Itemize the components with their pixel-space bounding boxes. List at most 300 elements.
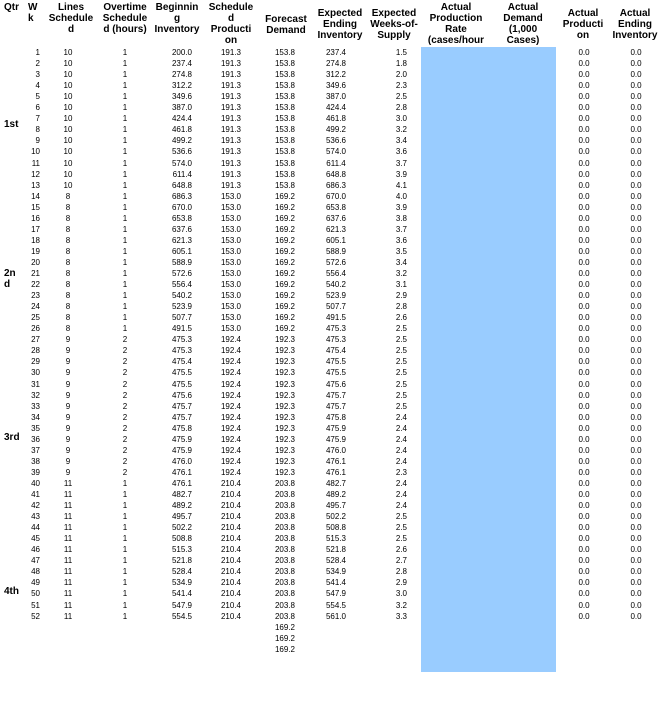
overtime-cell[interactable]: 1	[122, 59, 128, 69]
actual-ending-inventory-cell[interactable]: 0.0	[630, 467, 642, 477]
week-cell[interactable]: 25	[31, 313, 40, 323]
lines-cell[interactable]: 11	[63, 578, 73, 588]
scheduled-production-cell[interactable]: 191.3	[220, 147, 241, 157]
weeks-of-supply-cell[interactable]: 2.5	[395, 512, 407, 522]
week-cell[interactable]: 12	[31, 169, 40, 179]
scheduled-production-cell[interactable]: 210.4	[220, 490, 241, 499]
lines-cell[interactable]: 8	[65, 291, 71, 301]
week-cell[interactable]: 49	[31, 578, 40, 588]
forecast-demand-cell[interactable]: 153.8	[274, 59, 296, 69]
overtime-cell[interactable]: 2	[122, 346, 128, 356]
overtime-cell[interactable]: 1	[122, 269, 128, 278]
expected-ending-inventory-cell[interactable]: 528.4	[325, 556, 347, 566]
actual-ending-inventory-cell[interactable]: 0.0	[630, 567, 642, 577]
actual-production-cell[interactable]: 0.0	[578, 246, 590, 256]
overtime-cell[interactable]: 1	[122, 291, 128, 301]
overtime-cell[interactable]: 1	[122, 280, 128, 290]
scheduled-production-cell[interactable]: 191.3	[220, 59, 241, 69]
actual-production-cell[interactable]: 0.0	[578, 335, 590, 345]
expected-ending-inventory-cell[interactable]: 349.6	[325, 81, 347, 91]
scheduled-production-cell[interactable]: 153.0	[220, 202, 241, 212]
week-cell[interactable]: 19	[31, 246, 40, 256]
expected-ending-inventory-cell[interactable]: 274.8	[325, 59, 347, 69]
actual-production-cell[interactable]: 0.0	[578, 70, 590, 80]
header-actual-demand[interactable]: Actual Demand (1,000 Cases)	[503, 2, 543, 46]
weeks-of-supply-cell[interactable]: 2.4	[395, 501, 407, 511]
beginning-inventory-cell[interactable]: 476.1	[171, 467, 192, 477]
expected-ending-inventory-cell[interactable]: 536.6	[325, 136, 347, 146]
week-cell[interactable]: 3	[35, 70, 40, 80]
expected-ending-inventory-cell[interactable]: 523.9	[325, 291, 347, 301]
week-cell[interactable]: 32	[31, 390, 40, 400]
expected-ending-inventory-cell[interactable]: 508.8	[325, 523, 347, 533]
actual-production-cell[interactable]: 0.0	[578, 412, 590, 422]
scheduled-production-cell[interactable]: 191.3	[220, 114, 241, 124]
actual-ending-inventory-cell[interactable]: 0.0	[630, 368, 642, 378]
weeks-of-supply-cell[interactable]: 3.0	[395, 114, 407, 124]
scheduled-production-cell[interactable]: 210.4	[220, 567, 241, 577]
actual-ending-inventory-cell[interactable]: 0.0	[630, 456, 642, 466]
lines-cell[interactable]: 10	[63, 147, 73, 157]
overtime-cell[interactable]: 2	[122, 412, 128, 422]
lines-cell[interactable]: 8	[65, 235, 71, 245]
lines-cell[interactable]: 9	[65, 335, 71, 345]
week-cell[interactable]: 1	[35, 48, 40, 57]
actual-production-cell[interactable]: 0.0	[578, 501, 590, 511]
scheduled-production-cell[interactable]: 153.0	[220, 269, 241, 278]
actual-ending-inventory-cell[interactable]: 0.0	[630, 346, 642, 356]
expected-ending-inventory-cell[interactable]: 588.9	[325, 246, 347, 256]
overtime-cell[interactable]: 1	[122, 92, 128, 102]
lines-cell[interactable]: 8	[65, 324, 71, 334]
lines-cell[interactable]: 10	[63, 114, 73, 124]
lines-cell[interactable]: 8	[65, 224, 71, 234]
actual-production-cell[interactable]: 0.0	[578, 92, 590, 102]
lines-cell[interactable]: 9	[65, 401, 71, 411]
week-cell[interactable]: 39	[31, 467, 40, 477]
weeks-of-supply-cell[interactable]: 2.8	[395, 302, 407, 312]
actual-ending-inventory-cell[interactable]: 0.0	[630, 191, 642, 201]
expected-ending-inventory-cell[interactable]: 387.0	[325, 92, 347, 102]
expected-ending-inventory-cell[interactable]: 475.5	[325, 357, 347, 367]
week-cell[interactable]: 29	[31, 357, 40, 367]
expected-ending-inventory-cell[interactable]: 475.3	[325, 335, 347, 345]
scheduled-production-cell[interactable]: 192.4	[220, 423, 241, 433]
overtime-cell[interactable]: 1	[122, 169, 128, 179]
weeks-of-supply-cell[interactable]: 3.3	[395, 611, 407, 621]
actual-production-cell[interactable]: 0.0	[578, 478, 590, 488]
forecast-demand-cell[interactable]: 169.2	[274, 224, 296, 234]
overtime-cell[interactable]: 1	[122, 136, 128, 146]
scheduled-production-cell[interactable]: 153.0	[220, 213, 241, 223]
actual-ending-inventory-cell[interactable]: 0.0	[630, 534, 642, 544]
weeks-of-supply-cell[interactable]: 2.8	[395, 567, 407, 577]
weeks-of-supply-cell[interactable]: 2.8	[395, 103, 407, 113]
actual-production-cell[interactable]: 0.0	[578, 534, 590, 544]
overtime-cell[interactable]: 1	[122, 490, 128, 499]
lines-cell[interactable]: 10	[63, 103, 73, 113]
week-cell[interactable]: 35	[31, 423, 40, 433]
scheduled-production-cell[interactable]: 192.4	[220, 467, 241, 477]
overtime-cell[interactable]: 1	[122, 81, 128, 91]
expected-ending-inventory-cell[interactable]: 515.3	[325, 534, 347, 544]
beginning-inventory-cell[interactable]: 534.9	[171, 578, 192, 588]
overtime-cell[interactable]: 2	[122, 335, 128, 345]
overtime-cell[interactable]: 1	[122, 589, 128, 599]
scheduled-production-cell[interactable]: 153.0	[220, 257, 241, 267]
beginning-inventory-cell[interactable]: 499.2	[171, 136, 192, 146]
expected-ending-inventory-cell[interactable]: 547.9	[325, 589, 347, 599]
expected-ending-inventory-cell[interactable]: 521.8	[325, 545, 347, 555]
expected-ending-inventory-cell[interactable]: 475.9	[325, 423, 347, 433]
lines-cell[interactable]: 11	[63, 534, 73, 544]
scheduled-production-cell[interactable]: 153.0	[220, 246, 241, 256]
beginning-inventory-cell[interactable]: 495.7	[171, 512, 192, 522]
expected-ending-inventory-cell[interactable]: 534.9	[325, 567, 347, 577]
forecast-demand-cell[interactable]: 169.2	[274, 644, 296, 654]
expected-ending-inventory-cell[interactable]: 312.2	[325, 70, 347, 80]
weeks-of-supply-cell[interactable]: 2.4	[395, 456, 407, 466]
beginning-inventory-cell[interactable]: 475.7	[171, 401, 192, 411]
weeks-of-supply-cell[interactable]: 2.6	[395, 313, 407, 323]
scheduled-production-cell[interactable]: 210.4	[220, 556, 241, 566]
weeks-of-supply-cell[interactable]: 2.5	[395, 390, 407, 400]
week-cell[interactable]: 48	[31, 567, 40, 577]
actual-ending-inventory-cell[interactable]: 0.0	[630, 589, 642, 599]
actual-production-cell[interactable]: 0.0	[578, 600, 590, 610]
expected-ending-inventory-cell[interactable]: 686.3	[325, 180, 347, 190]
lines-cell[interactable]: 11	[63, 611, 73, 621]
scheduled-production-cell[interactable]: 191.3	[220, 81, 241, 91]
week-cell[interactable]: 22	[31, 280, 40, 290]
beginning-inventory-cell[interactable]: 541.4	[171, 589, 192, 599]
actual-ending-inventory-cell[interactable]: 0.0	[630, 169, 642, 179]
actual-ending-inventory-cell[interactable]: 0.0	[630, 280, 642, 290]
lines-cell[interactable]: 11	[63, 501, 73, 511]
scheduled-production-cell[interactable]: 192.4	[220, 434, 241, 444]
scheduled-production-cell[interactable]: 191.3	[220, 158, 241, 168]
actual-production-cell[interactable]: 0.0	[578, 136, 590, 146]
lines-cell[interactable]: 8	[65, 280, 71, 290]
expected-ending-inventory-cell[interactable]: 502.2	[325, 512, 347, 522]
weeks-of-supply-cell[interactable]: 2.5	[395, 357, 407, 367]
actual-production-cell[interactable]: 0.0	[578, 401, 590, 411]
week-cell[interactable]: 43	[31, 512, 40, 522]
lines-cell[interactable]: 10	[63, 158, 73, 168]
week-cell[interactable]: 28	[31, 346, 40, 356]
actual-production-cell[interactable]: 0.0	[578, 567, 590, 577]
weeks-of-supply-cell[interactable]: 4.1	[395, 180, 407, 190]
forecast-demand-cell[interactable]: 153.8	[274, 92, 296, 102]
weeks-of-supply-cell[interactable]: 2.4	[395, 423, 407, 433]
forecast-demand-cell[interactable]: 192.3	[274, 412, 296, 422]
forecast-demand-cell[interactable]: 203.8	[274, 589, 296, 599]
actual-ending-inventory-cell[interactable]: 0.0	[630, 224, 642, 234]
actual-ending-inventory-cell[interactable]: 0.0	[630, 103, 642, 113]
scheduled-production-cell[interactable]: 192.4	[220, 456, 241, 466]
weeks-of-supply-cell[interactable]: 2.0	[395, 70, 407, 80]
beginning-inventory-cell[interactable]: 648.8	[171, 180, 192, 190]
overtime-cell[interactable]: 2	[122, 467, 128, 477]
beginning-inventory-cell[interactable]: 489.2	[171, 501, 192, 511]
overtime-cell[interactable]: 1	[122, 324, 128, 334]
weeks-of-supply-cell[interactable]: 2.5	[395, 401, 407, 411]
overtime-cell[interactable]: 1	[122, 235, 128, 245]
forecast-demand-cell[interactable]: 192.3	[274, 357, 296, 367]
week-cell[interactable]: 26	[31, 324, 40, 334]
actual-ending-inventory-cell[interactable]: 0.0	[630, 291, 642, 301]
actual-ending-inventory-cell[interactable]: 0.0	[630, 158, 642, 168]
overtime-cell[interactable]: 1	[122, 501, 128, 511]
weeks-of-supply-cell[interactable]: 2.5	[395, 368, 407, 378]
weeks-of-supply-cell[interactable]: 3.1	[395, 280, 407, 290]
expected-ending-inventory-cell[interactable]: 611.4	[326, 158, 346, 168]
actual-production-cell[interactable]: 0.0	[578, 467, 590, 477]
week-cell[interactable]: 15	[31, 202, 40, 212]
actual-production-cell[interactable]: 0.0	[578, 313, 590, 323]
actual-production-cell[interactable]: 0.0	[578, 291, 590, 301]
weeks-of-supply-cell[interactable]: 2.4	[395, 445, 407, 455]
beginning-inventory-cell[interactable]: 536.6	[171, 147, 192, 157]
header-forecast-demand[interactable]: Forecast Demand	[265, 14, 307, 36]
actual-ending-inventory-cell[interactable]: 0.0	[630, 114, 642, 124]
beginning-inventory-cell[interactable]: 482.7	[171, 490, 192, 499]
actual-production-cell[interactable]: 0.0	[578, 346, 590, 356]
expected-ending-inventory-cell[interactable]: 507.7	[325, 302, 347, 312]
header-expected-weeks-of-supply[interactable]: Expected Weeks-of- Supply	[370, 8, 418, 41]
forecast-demand-cell[interactable]: 192.3	[274, 368, 296, 378]
actual-ending-inventory-cell[interactable]: 0.0	[630, 257, 642, 267]
actual-ending-inventory-cell[interactable]: 0.0	[630, 81, 642, 91]
forecast-demand-cell[interactable]: 203.8	[274, 611, 296, 621]
week-cell[interactable]: 52	[31, 611, 40, 621]
expected-ending-inventory-cell[interactable]: 476.1	[325, 456, 347, 466]
forecast-demand-cell[interactable]: 192.3	[274, 335, 296, 345]
weeks-of-supply-cell[interactable]: 3.2	[395, 269, 407, 278]
actual-ending-inventory-cell[interactable]: 0.0	[630, 213, 642, 223]
beginning-inventory-cell[interactable]: 502.2	[171, 523, 192, 533]
week-cell[interactable]: 44	[31, 523, 40, 533]
scheduled-production-cell[interactable]: 191.3	[220, 136, 241, 146]
forecast-demand-cell[interactable]: 153.8	[274, 147, 296, 157]
week-cell[interactable]: 23	[31, 291, 40, 301]
scheduled-production-cell[interactable]: 191.3	[220, 92, 241, 102]
expected-ending-inventory-cell[interactable]: 554.5	[325, 600, 347, 610]
beginning-inventory-cell[interactable]: 476.0	[171, 456, 192, 466]
weeks-of-supply-cell[interactable]: 2.3	[395, 467, 407, 477]
week-cell[interactable]: 46	[31, 545, 40, 555]
scheduled-production-cell[interactable]: 153.0	[220, 224, 241, 234]
lines-cell[interactable]: 10	[63, 169, 73, 179]
scheduled-production-cell[interactable]: 192.4	[220, 357, 241, 367]
lines-cell[interactable]: 10	[63, 59, 73, 69]
beginning-inventory-cell[interactable]: 521.8	[171, 556, 192, 566]
beginning-inventory-cell[interactable]: 475.4	[171, 357, 192, 367]
scheduled-production-cell[interactable]: 153.0	[220, 280, 241, 290]
weeks-of-supply-cell[interactable]: 2.5	[395, 335, 407, 345]
week-cell[interactable]: 4	[35, 81, 40, 91]
actual-production-cell[interactable]: 0.0	[578, 125, 590, 135]
overtime-cell[interactable]: 2	[122, 368, 128, 378]
week-cell[interactable]: 2	[35, 59, 40, 69]
actual-ending-inventory-cell[interactable]: 0.0	[630, 445, 642, 455]
actual-ending-inventory-cell[interactable]: 0.0	[630, 59, 642, 69]
actual-production-cell[interactable]: 0.0	[578, 202, 590, 212]
weeks-of-supply-cell[interactable]: 1.8	[395, 59, 407, 69]
week-cell[interactable]: 42	[31, 501, 40, 511]
weeks-of-supply-cell[interactable]: 2.9	[395, 291, 407, 301]
lines-cell[interactable]: 8	[65, 246, 71, 256]
actual-ending-inventory-cell[interactable]: 0.0	[630, 70, 642, 80]
lines-cell[interactable]: 9	[65, 423, 71, 433]
scheduled-production-cell[interactable]: 210.4	[220, 501, 241, 511]
overtime-cell[interactable]: 1	[122, 523, 128, 533]
actual-production-cell[interactable]: 0.0	[578, 114, 590, 124]
beginning-inventory-cell[interactable]: 686.3	[171, 191, 192, 201]
overtime-cell[interactable]: 1	[122, 125, 128, 135]
week-cell[interactable]: 13	[31, 180, 40, 190]
forecast-demand-cell[interactable]: 169.2	[274, 191, 296, 201]
overtime-cell[interactable]: 1	[122, 313, 128, 323]
lines-cell[interactable]: 9	[65, 379, 71, 389]
actual-ending-inventory-cell[interactable]: 0.0	[630, 412, 642, 422]
actual-production-cell[interactable]: 0.0	[578, 578, 590, 588]
forecast-demand-cell[interactable]: 203.8	[274, 523, 296, 533]
expected-ending-inventory-cell[interactable]: 475.3	[325, 324, 347, 334]
beginning-inventory-cell[interactable]: 312.2	[171, 81, 192, 91]
overtime-cell[interactable]: 1	[122, 600, 128, 610]
header-lines-scheduled[interactable]: Lines Schedule d	[48, 2, 94, 35]
weeks-of-supply-cell[interactable]: 3.2	[395, 600, 407, 610]
weeks-of-supply-cell[interactable]: 2.4	[395, 490, 407, 499]
week-cell[interactable]: 9	[35, 136, 40, 146]
lines-cell[interactable]: 9	[65, 346, 71, 356]
overtime-cell[interactable]: 1	[122, 158, 128, 168]
beginning-inventory-cell[interactable]: 588.9	[171, 257, 192, 267]
beginning-inventory-cell[interactable]: 475.6	[171, 390, 192, 400]
actual-ending-inventory-cell[interactable]: 0.0	[630, 324, 642, 334]
scheduled-production-cell[interactable]: 191.3	[220, 48, 241, 57]
weeks-of-supply-cell[interactable]: 3.9	[395, 169, 407, 179]
actual-production-cell[interactable]: 0.0	[578, 611, 590, 621]
beginning-inventory-cell[interactable]: 611.4	[172, 169, 192, 179]
beginning-inventory-cell[interactable]: 528.4	[171, 567, 192, 577]
overtime-cell[interactable]: 2	[122, 357, 128, 367]
actual-ending-inventory-cell[interactable]: 0.0	[630, 48, 642, 57]
week-cell[interactable]: 10	[31, 147, 40, 157]
beginning-inventory-cell[interactable]: 387.0	[171, 103, 192, 113]
header-beginning-inventory[interactable]: Beginnin g Inventory	[154, 2, 200, 35]
actual-production-cell[interactable]: 0.0	[578, 456, 590, 466]
scheduled-production-cell[interactable]: 153.0	[220, 302, 241, 312]
actual-production-cell[interactable]: 0.0	[578, 81, 590, 91]
actual-production-cell[interactable]: 0.0	[578, 169, 590, 179]
forecast-demand-cell[interactable]: 192.3	[274, 346, 296, 356]
actual-ending-inventory-cell[interactable]: 0.0	[630, 147, 642, 157]
beginning-inventory-cell[interactable]: 554.5	[171, 611, 192, 621]
actual-ending-inventory-cell[interactable]: 0.0	[630, 180, 642, 190]
actual-production-cell[interactable]: 0.0	[578, 269, 590, 278]
scheduled-production-cell[interactable]: 153.0	[220, 324, 241, 334]
forecast-demand-cell[interactable]: 203.8	[274, 545, 296, 555]
header-qtr[interactable]: Qtr	[4, 2, 19, 13]
weeks-of-supply-cell[interactable]: 1.5	[395, 48, 407, 57]
expected-ending-inventory-cell[interactable]: 476.0	[325, 445, 347, 455]
header-actual-production[interactable]: Actual Producti on	[562, 8, 604, 41]
lines-cell[interactable]: 11	[63, 523, 73, 533]
overtime-cell[interactable]: 1	[122, 147, 128, 157]
weeks-of-supply-cell[interactable]: 2.4	[395, 434, 407, 444]
beginning-inventory-cell[interactable]: 523.9	[171, 302, 192, 312]
lines-cell[interactable]: 10	[63, 81, 73, 91]
lines-cell[interactable]: 11	[63, 490, 73, 499]
expected-ending-inventory-cell[interactable]: 648.8	[325, 169, 347, 179]
scheduled-production-cell[interactable]: 191.3	[220, 70, 241, 80]
week-cell[interactable]: 30	[31, 368, 40, 378]
forecast-demand-cell[interactable]: 153.8	[274, 158, 296, 168]
scheduled-production-cell[interactable]: 210.4	[220, 545, 241, 555]
lines-cell[interactable]: 8	[65, 191, 71, 201]
actual-ending-inventory-cell[interactable]: 0.0	[630, 401, 642, 411]
weeks-of-supply-cell[interactable]: 3.2	[395, 125, 407, 135]
weeks-of-supply-cell[interactable]: 3.7	[395, 224, 407, 234]
lines-cell[interactable]: 10	[63, 125, 73, 135]
expected-ending-inventory-cell[interactable]: 482.7	[325, 478, 347, 488]
expected-ending-inventory-cell[interactable]: 495.7	[325, 501, 347, 511]
forecast-demand-cell[interactable]: 169.2	[274, 257, 296, 267]
weeks-of-supply-cell[interactable]: 2.5	[395, 523, 407, 533]
forecast-demand-cell[interactable]: 192.3	[274, 390, 296, 400]
expected-ending-inventory-cell[interactable]: 572.6	[325, 257, 347, 267]
forecast-demand-cell[interactable]: 153.8	[274, 81, 296, 91]
expected-ending-inventory-cell[interactable]: 475.9	[325, 434, 347, 444]
expected-ending-inventory-cell[interactable]: 670.0	[325, 191, 347, 201]
actual-ending-inventory-cell[interactable]: 0.0	[630, 478, 642, 488]
weeks-of-supply-cell[interactable]: 3.8	[395, 213, 407, 223]
actual-production-cell[interactable]: 0.0	[578, 257, 590, 267]
scheduled-production-cell[interactable]: 153.0	[220, 235, 241, 245]
beginning-inventory-cell[interactable]: 572.6	[171, 269, 192, 278]
week-cell[interactable]: 45	[31, 534, 40, 544]
week-cell[interactable]: 47	[31, 556, 40, 566]
header-scheduled-production[interactable]: Schedule d Producti on	[208, 2, 254, 46]
forecast-demand-cell[interactable]: 169.2	[274, 622, 296, 632]
week-cell[interactable]: 14	[31, 191, 40, 201]
actual-ending-inventory-cell[interactable]: 0.0	[630, 125, 642, 135]
expected-ending-inventory-cell[interactable]: 475.8	[325, 412, 347, 422]
overtime-cell[interactable]: 1	[122, 556, 128, 566]
actual-production-cell[interactable]: 0.0	[578, 180, 590, 190]
lines-cell[interactable]: 9	[65, 456, 71, 466]
overtime-cell[interactable]: 2	[122, 401, 128, 411]
forecast-demand-cell[interactable]: 153.8	[274, 103, 296, 113]
actual-production-cell[interactable]: 0.0	[578, 512, 590, 522]
week-cell[interactable]: 7	[35, 114, 40, 124]
actual-production-cell[interactable]: 0.0	[578, 379, 590, 389]
scheduled-production-cell[interactable]: 191.3	[220, 125, 241, 135]
overtime-cell[interactable]: 1	[122, 70, 128, 80]
forecast-demand-cell[interactable]: 169.2	[274, 302, 296, 312]
beginning-inventory-cell[interactable]: 475.8	[171, 423, 192, 433]
forecast-demand-cell[interactable]: 192.3	[274, 423, 296, 433]
scheduled-production-cell[interactable]: 210.4	[220, 512, 241, 522]
weeks-of-supply-cell[interactable]: 3.5	[395, 246, 407, 256]
overtime-cell[interactable]: 2	[122, 456, 128, 466]
scheduled-production-cell[interactable]: 210.4	[220, 589, 241, 599]
scheduled-production-cell[interactable]: 153.0	[220, 191, 241, 201]
lines-cell[interactable]: 11	[63, 545, 73, 555]
weeks-of-supply-cell[interactable]: 2.5	[395, 534, 407, 544]
